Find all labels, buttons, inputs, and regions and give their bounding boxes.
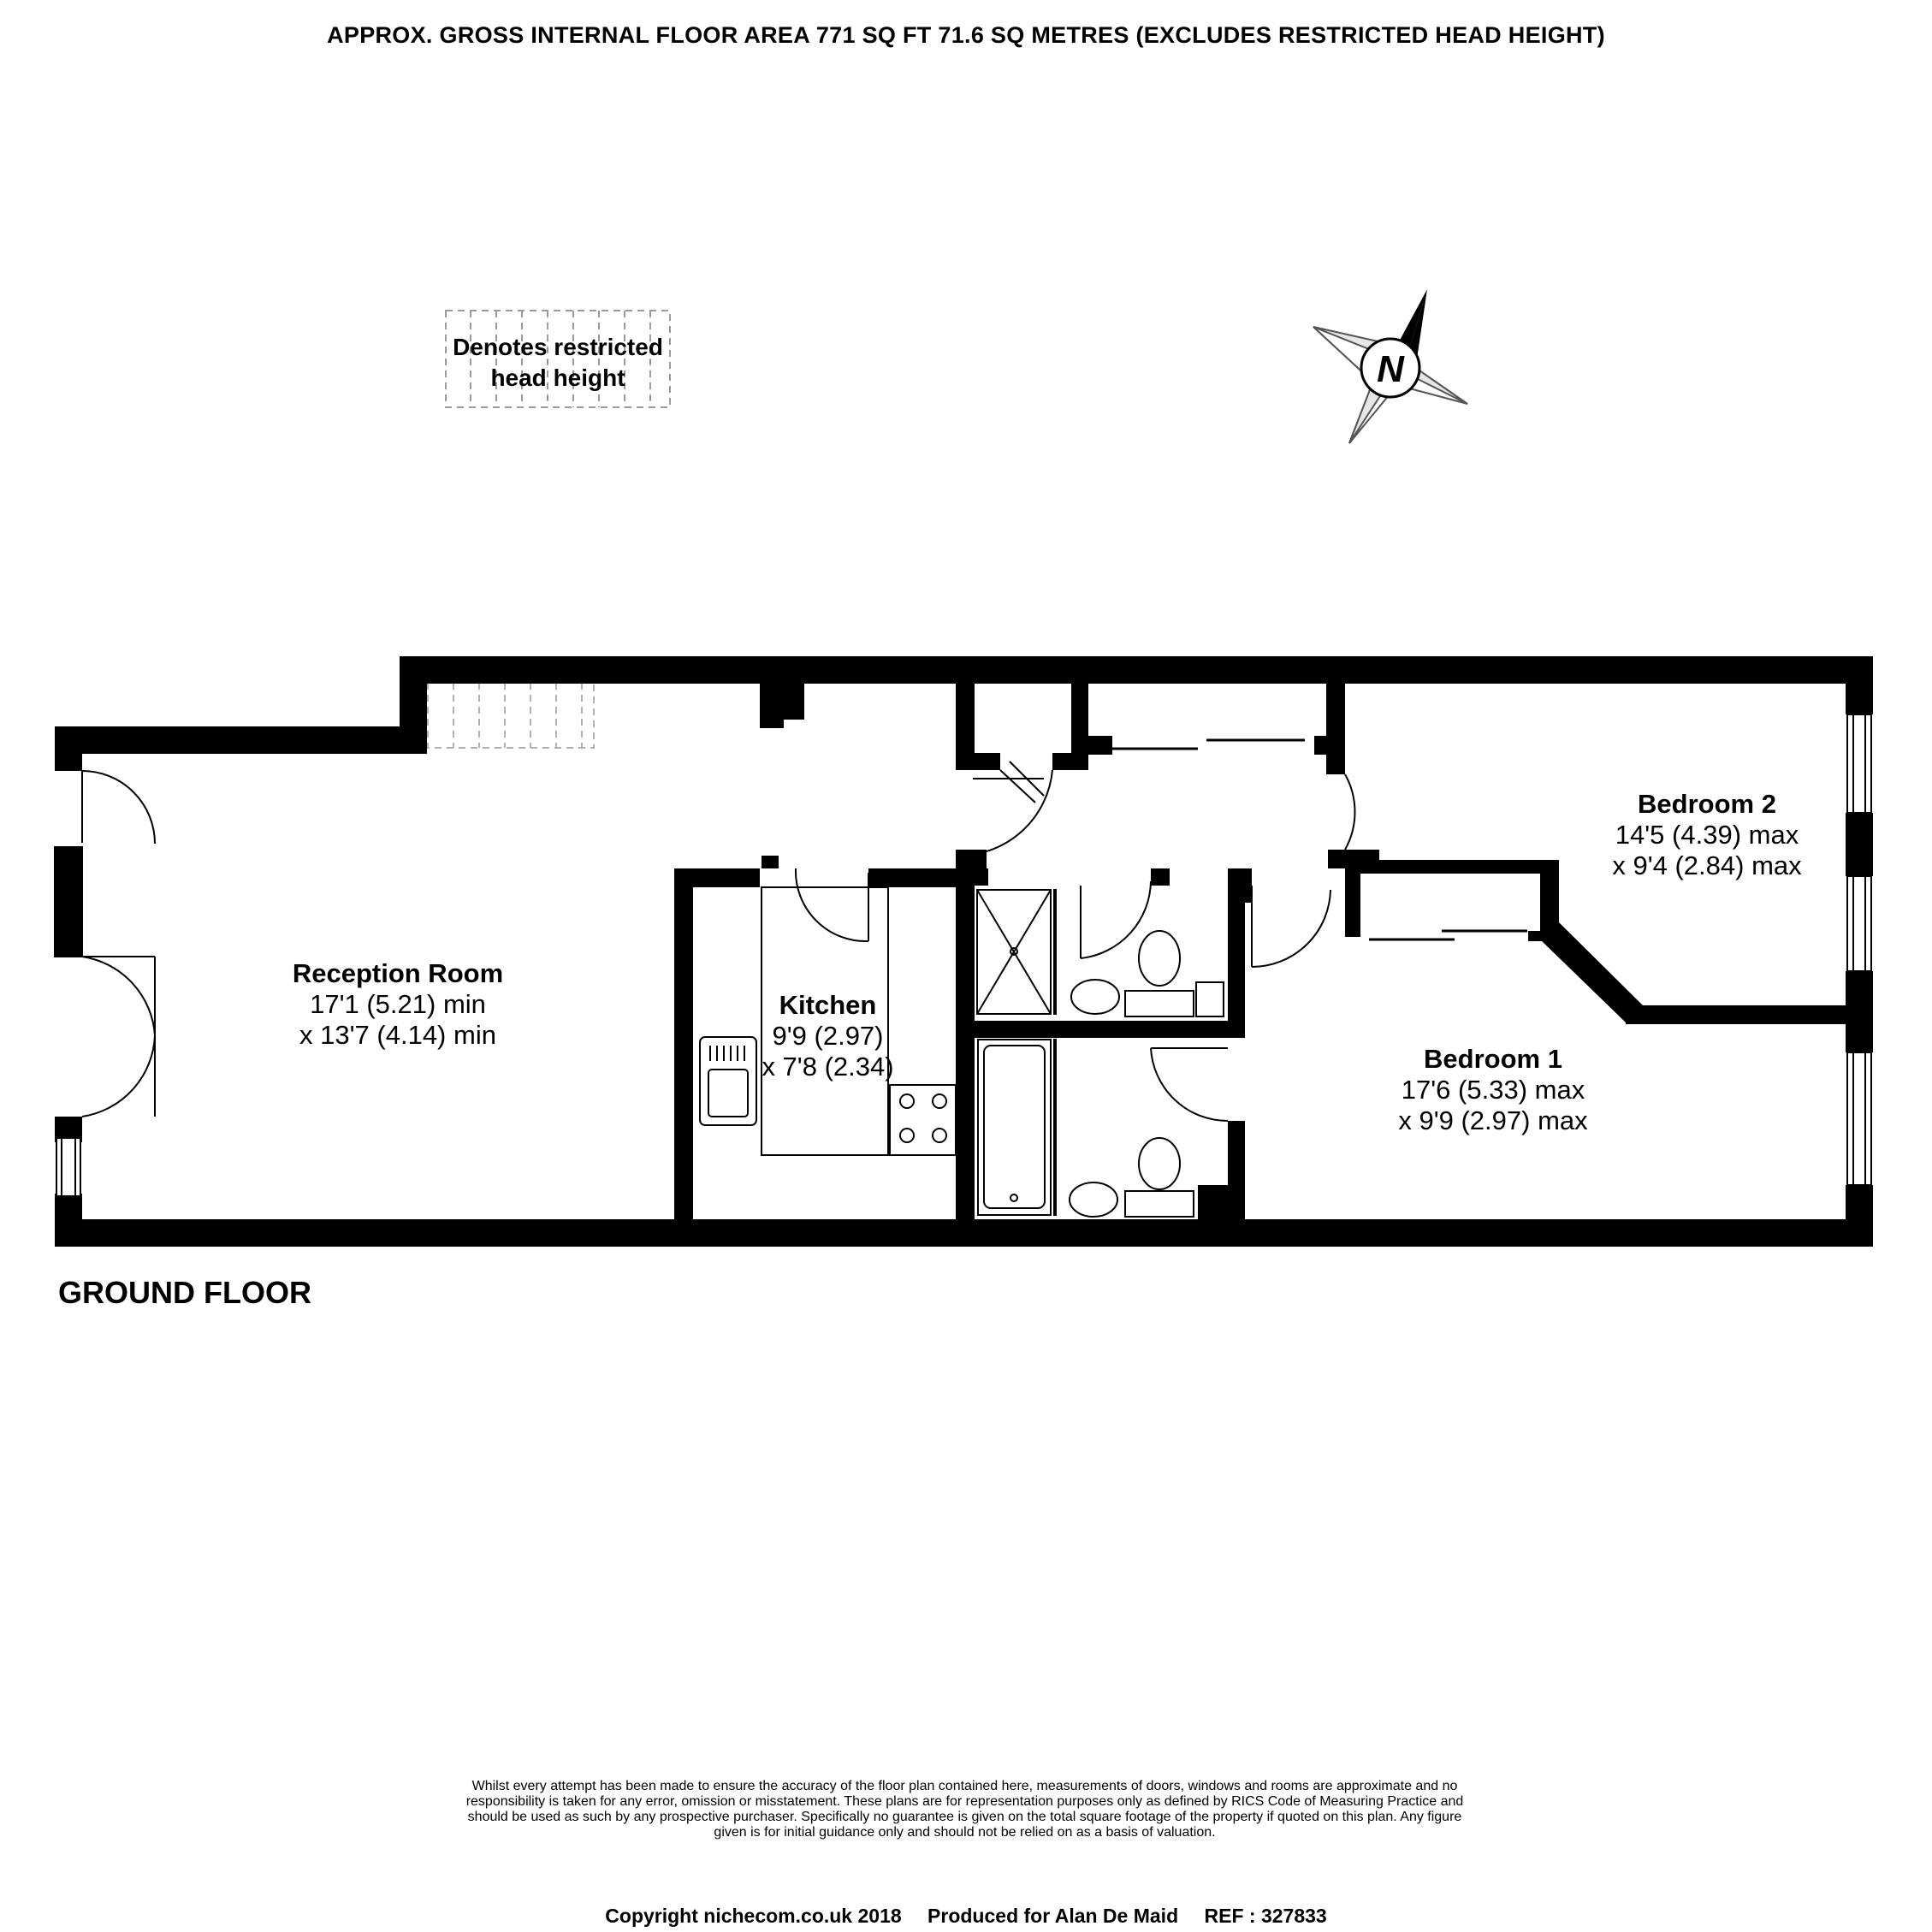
reception-room-label — [282, 958, 513, 1051]
legend-line-2: head height — [490, 364, 625, 391]
bedroom-2-label — [1596, 789, 1818, 881]
bedroom-1-name: Bedroom 1 — [1424, 1044, 1562, 1074]
bedroom-2-dim1: 14'5 (4.39) max — [1615, 820, 1799, 850]
bedroom-2-name: Bedroom 2 — [1638, 789, 1776, 819]
kitchen-dim2: x 7'8 (2.34) — [762, 1052, 894, 1082]
reception-room-dim1: 17'1 (5.21) min — [310, 989, 486, 1019]
kitchen-name: Kitchen — [779, 990, 877, 1020]
floor-label: GROUND FLOOR — [58, 1275, 311, 1310]
sliding-wardrobe-doors — [1112, 740, 1527, 939]
reception-room-name: Reception Room — [292, 958, 504, 988]
kitchen-label — [753, 990, 903, 1082]
compass-letter: N — [1377, 348, 1404, 390]
bedroom-1-dim2: x 9'9 (2.97) max — [1398, 1105, 1588, 1135]
floor-area-title: APPROX. GROSS INTERNAL FLOOR AREA 771 SQ FT 71.6 SQ METRES (EXCLUDES RESTRICTED HEAD HEIGHT) — [327, 22, 1605, 48]
reception-room-dim2: x 13'7 (4.14) min — [299, 1020, 496, 1050]
bedroom-1-dim1: 17'6 (5.33) max — [1401, 1075, 1585, 1105]
restricted-head-height-zone — [428, 683, 594, 748]
bathroom-fittings — [978, 1040, 1194, 1217]
credits-line — [0, 1905, 1932, 1928]
legend-line-1: Denotes restricted — [453, 334, 663, 360]
bedroom-1-label — [1382, 1044, 1604, 1136]
produced-for-text: Produced for Alan De Maid — [927, 1905, 1179, 1927]
reference-text: REF : 327833 — [1204, 1905, 1327, 1927]
disclaimer-text: Whilst every attempt has been made to ensure the accuracy of the floor plan contained here, measurements of doors, windows and rooms are approximate and no responsibility is taken for any error, omission or misstatement. These plans are for representation purposes only as defined by RICS Code of Measuring Practice and should be used as such by any prospective purchaser. Specifically no guarantee is given on the total square footage of the property if quoted on this plan. Any figure given is for initial guidance only and should not be relied on as a basis of valuation. — [465, 1779, 1464, 1840]
copyright-text: Copyright nichecom.co.uk 2018 — [605, 1905, 902, 1927]
bedroom-2-dim2: x 9'4 (2.84) max — [1612, 850, 1802, 880]
interior-walls — [674, 684, 1846, 1219]
kitchen-dim1: 9'9 (2.97) — [772, 1021, 884, 1051]
reception-french-doors — [82, 771, 155, 1117]
